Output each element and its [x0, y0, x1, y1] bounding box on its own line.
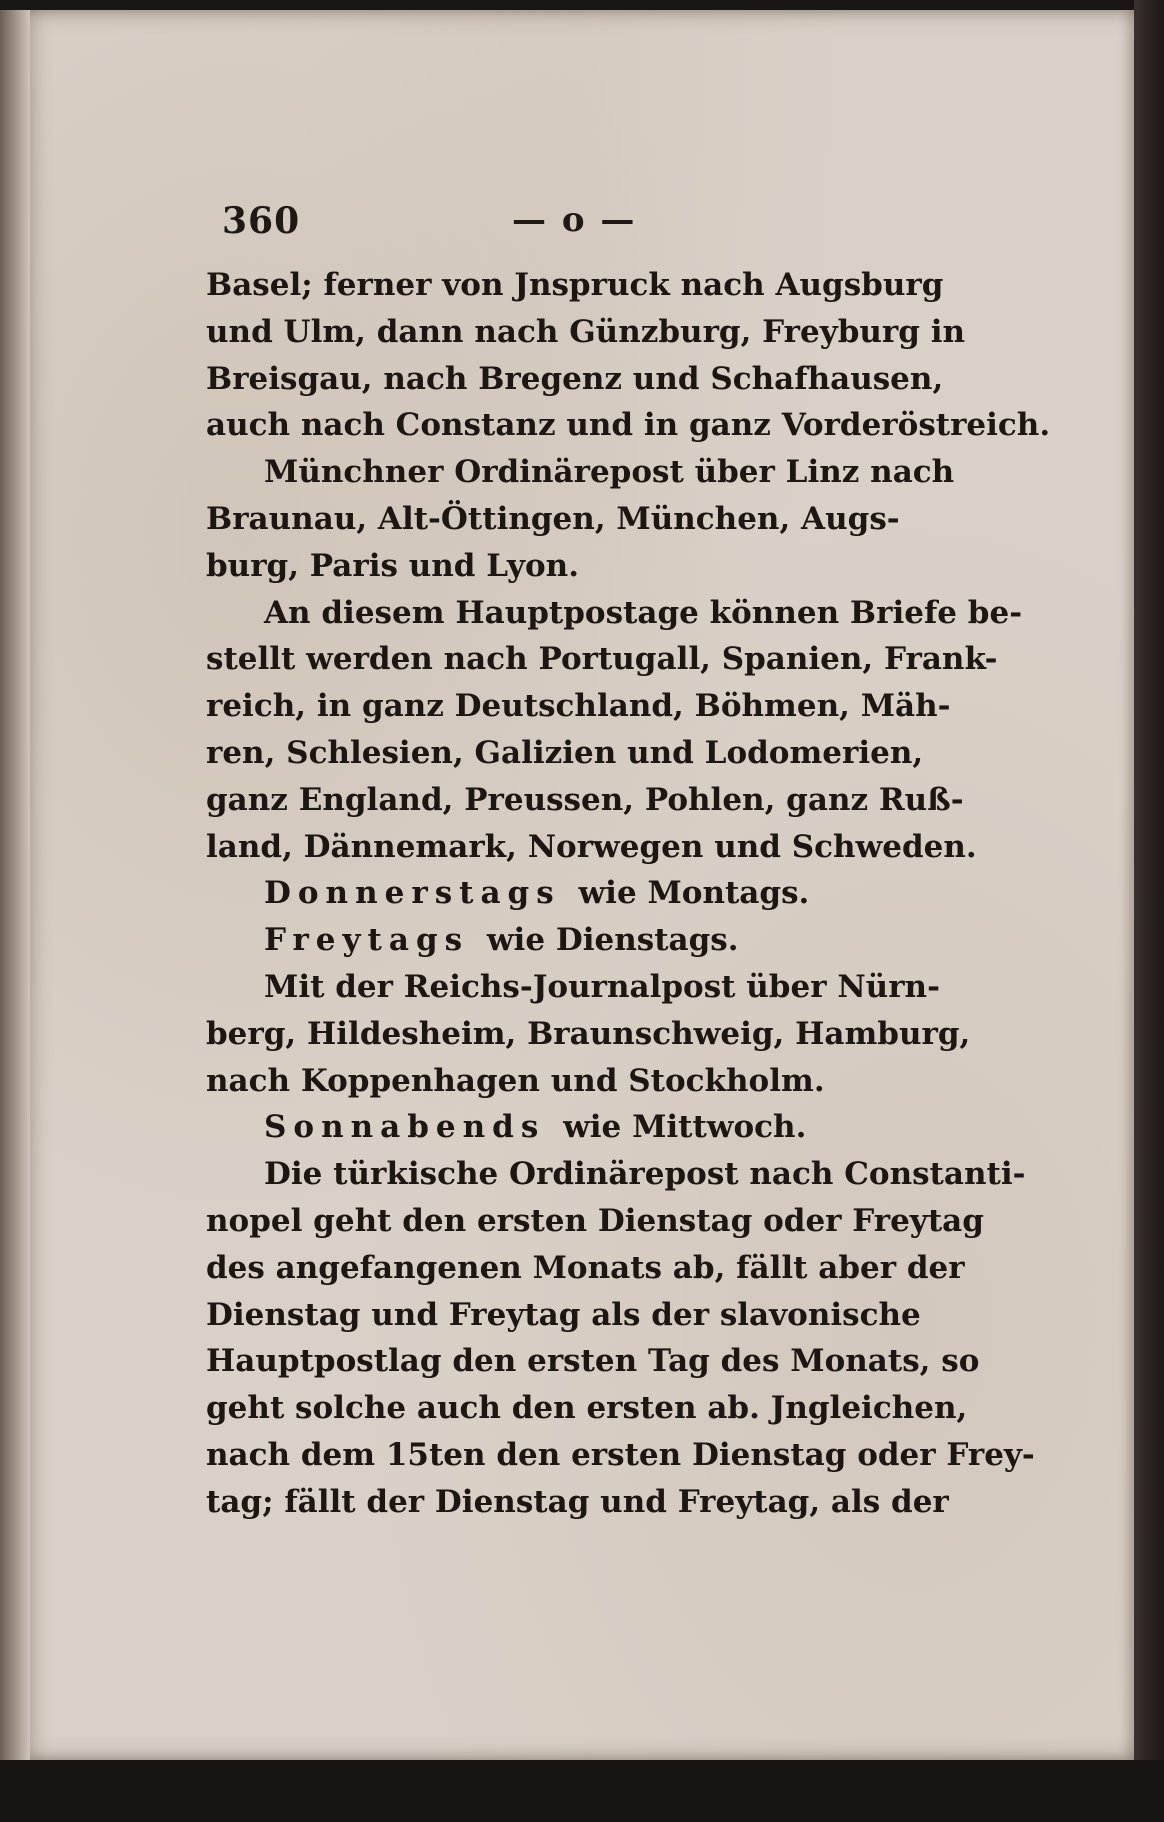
page-number: 360 [222, 200, 301, 242]
text-line: land, Dännemark, Norwegen und Schweden. [206, 828, 977, 865]
text-line: Braunau, Alt-Öttingen, München, Augs- [206, 500, 900, 537]
weekday-rule: wie Mittwoch. [563, 1109, 807, 1146]
weekday-name: Donnerstags [264, 875, 561, 912]
weekday-rule: wie Montags. [578, 875, 810, 912]
weekday-name: Freytags [264, 922, 470, 959]
text-line: ganz England, Preussen, Pohlen, ganz Ruß- [206, 781, 964, 818]
text-line: nopel geht den ersten Dienstag oder Freytag [206, 1202, 984, 1239]
paragraph-start: Münchner Ordinärepost über Linz nach [264, 454, 955, 491]
page-gutter [0, 10, 30, 1760]
text-line: burg, Paris und Lyon. [206, 547, 579, 584]
text-line: und Ulm, dann nach Günzburg, Freyburg in [206, 313, 966, 350]
text-line: nach Koppenhagen und Stockholm. [206, 1062, 825, 1099]
text-line: stellt werden nach Portugall, Spanien, Frank- [206, 641, 998, 678]
weekday-line [206, 1104, 976, 1151]
weekday-line [206, 917, 976, 964]
text-line: nach dem 15ten den ersten Dienstag oder Frey- [206, 1436, 1035, 1473]
paragraph-start: An diesem Hauptpostage können Briefe be- [264, 594, 1023, 631]
text-line: reich, in ganz Deutschland, Böhmen, Mäh- [206, 688, 951, 725]
text-line: tag; fällt der Dienstag und Freytag, als der [206, 1483, 949, 1520]
text-line: Dienstag und Freytag als der slavonische [206, 1296, 921, 1333]
text-line: Breisgau, nach Bregenz und Schafhausen, [206, 360, 944, 397]
text-line: Hauptpostlag den ersten Tag des Monats, so [206, 1343, 980, 1380]
body-text [206, 262, 1051, 1526]
running-head: — o — [512, 200, 637, 240]
paragraph-start: Die türkische Ordinärepost nach Constanti- [264, 1156, 1026, 1193]
weekday-line [206, 870, 976, 917]
text-line: Basel; ferner von Jnspruck nach Augsburg [206, 267, 944, 303]
page-edge [1134, 0, 1164, 1822]
weekday-name: Sonnabends [264, 1109, 546, 1146]
text-line: geht solche auch den ersten ab. Jngleichen, [206, 1390, 968, 1427]
weekday-rule: wie Dienstags. [486, 922, 739, 959]
paragraph-start: Mit der Reichs-Journalpost über Nürn- [264, 968, 940, 1005]
scan-border [0, 1760, 1164, 1822]
text-line: auch nach Constanz und in ganz Vorderöstreich. [206, 407, 1051, 444]
text-line: ren, Schlesien, Galizien und Lodomerien, [206, 734, 924, 771]
text-line: berg, Hildesheim, Braunschweig, Hamburg, [206, 1015, 971, 1052]
page-header [222, 200, 692, 250]
text-line: des angefangenen Monats ab, fällt aber der [206, 1249, 965, 1286]
